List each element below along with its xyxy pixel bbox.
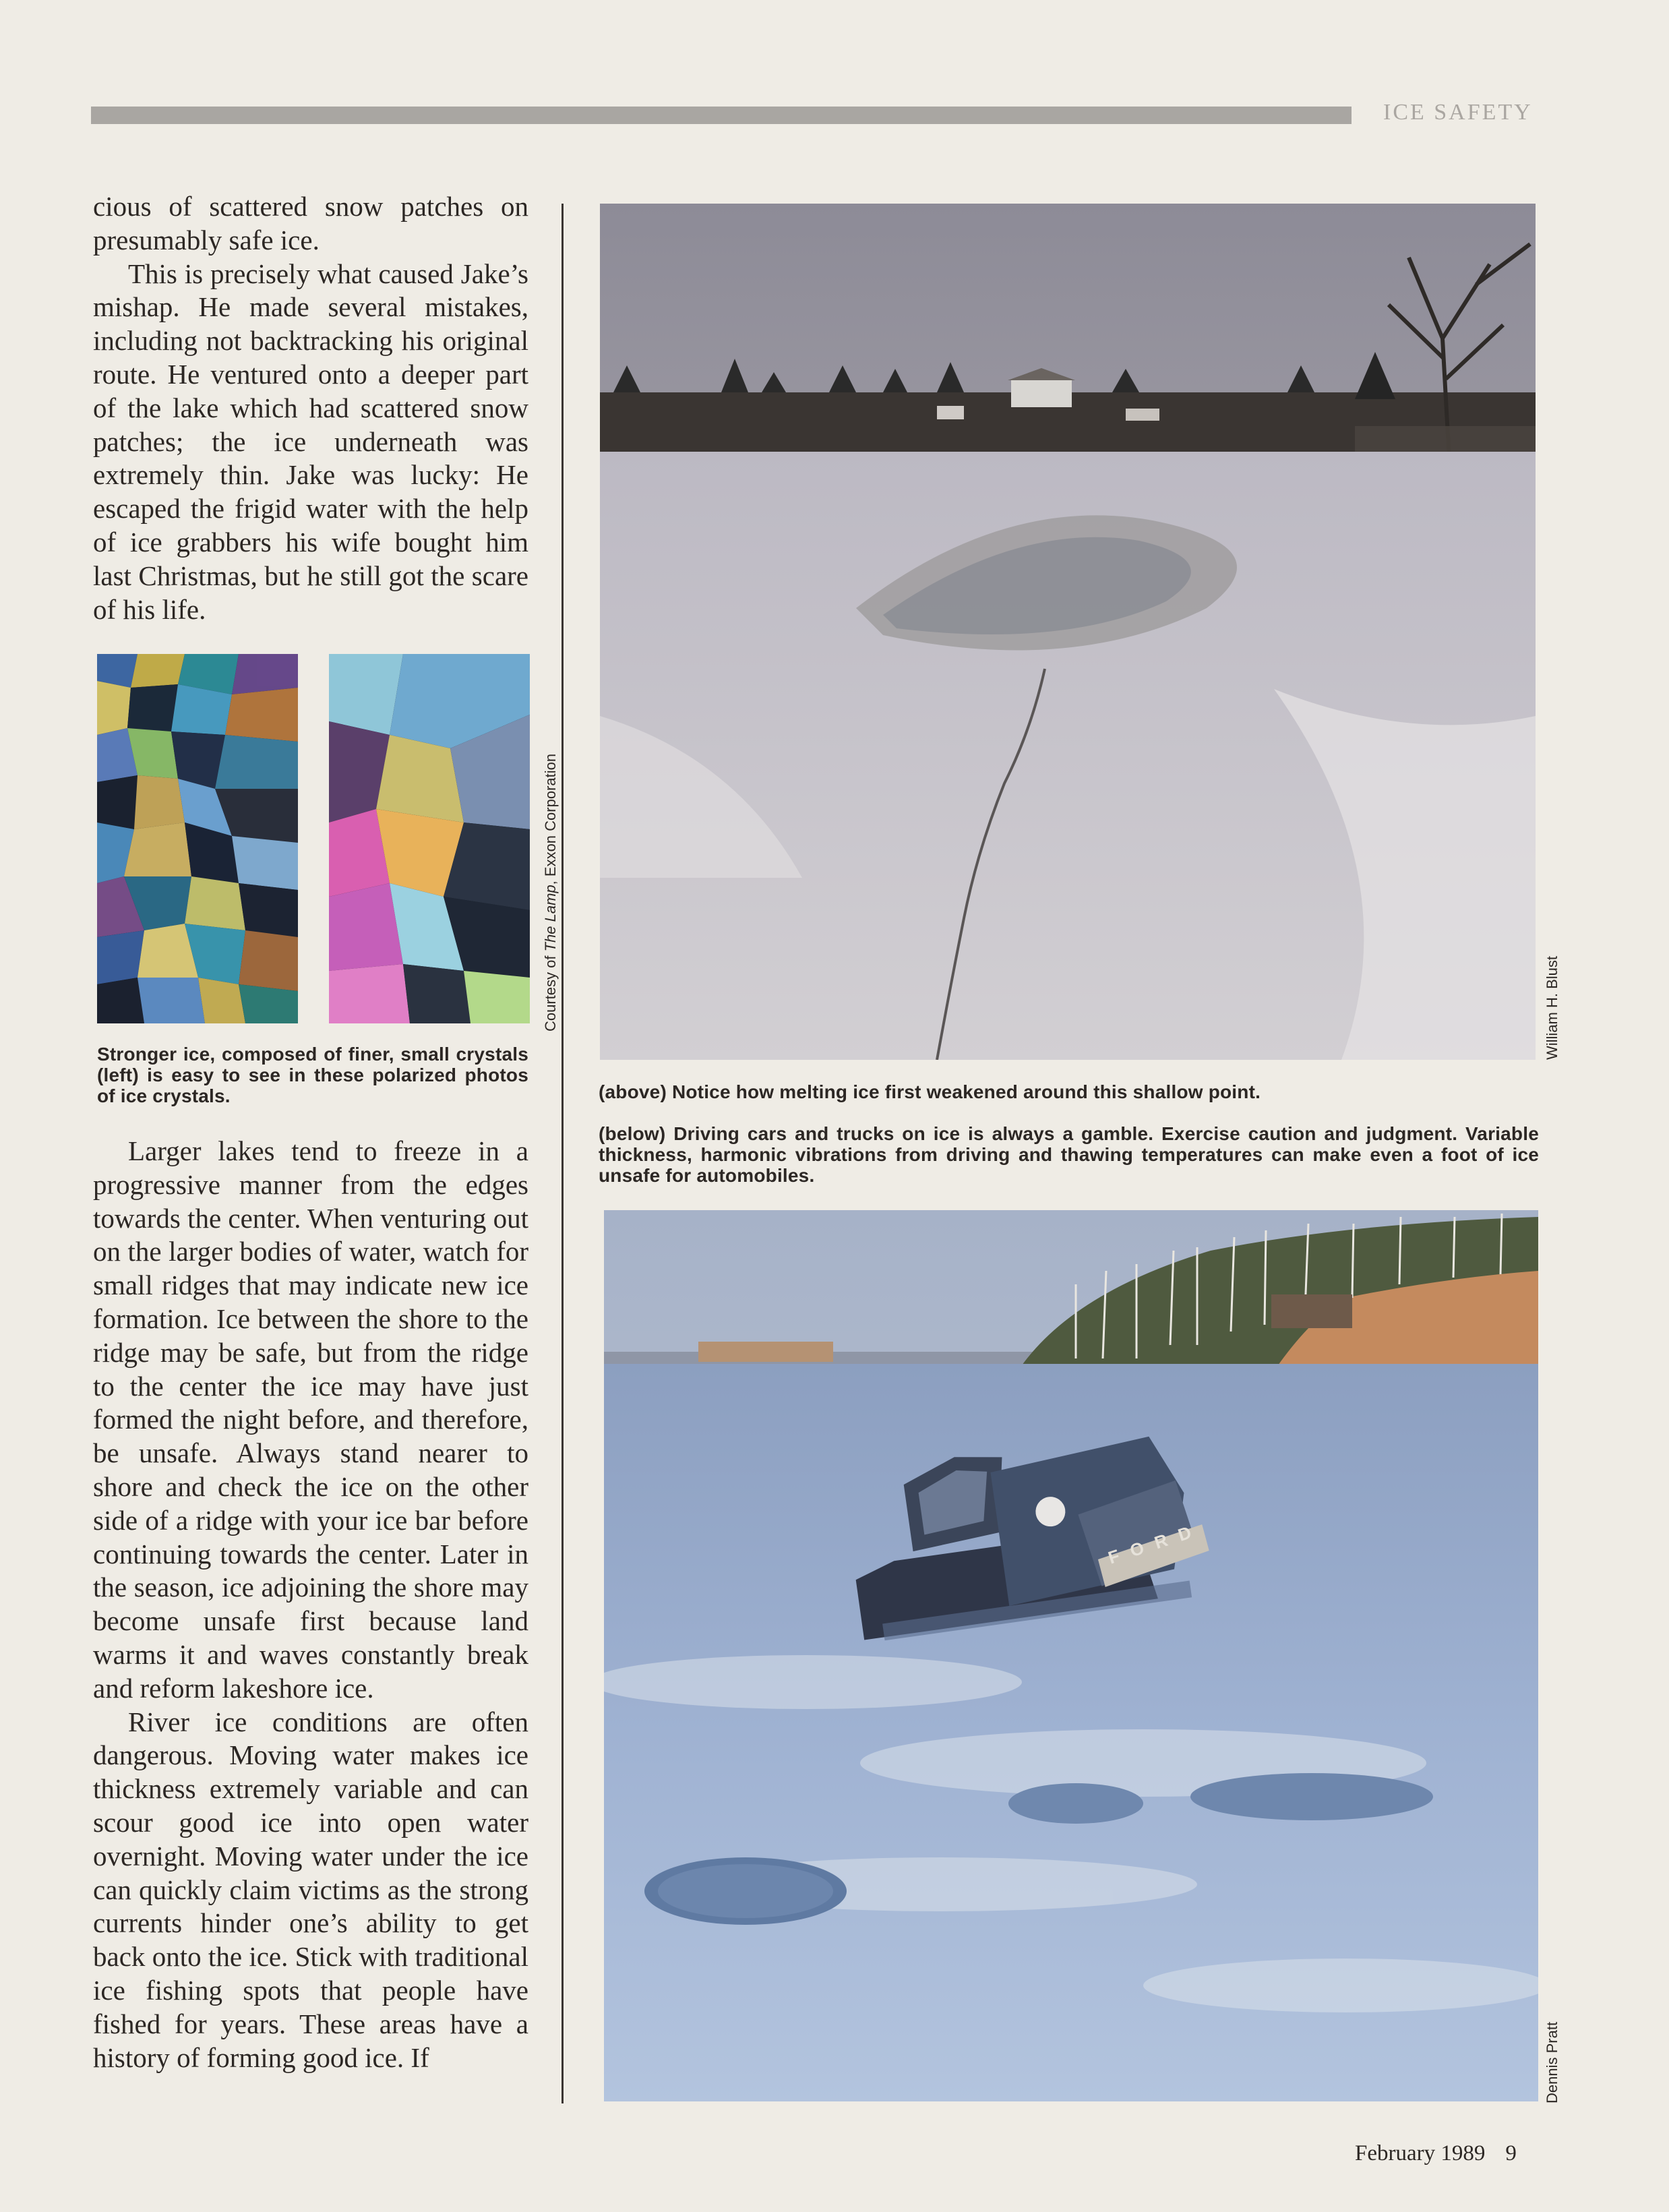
coarse-ice-crystals-photo — [329, 654, 530, 1023]
credit-prefix: Courtesy of — [542, 951, 559, 1032]
crystal-photo-credit — [542, 754, 559, 1032]
ice-crystal-figure — [97, 654, 559, 1032]
issue-date: February 1989 — [1355, 2141, 1486, 2165]
paragraph: Larger lakes tend to freeze in a progressive manner from the edges towards the center. When venturing out on the larger bodies of water, watch for small ridges that may indicate new ice formation. Ice between the shore to the ridge may be safe, but from the ridge to the center the ice may have just formed the night before, and therefore, be unsafe. Always stand nearer to shore and check the ice on the other side of a ridge with your ice bar before continuing towards the center. Later in the season, ice adjoining the shore may become unsafe first because land warms it and waves constantly break and reform lakeshore ice. — [93, 1135, 528, 1704]
top-photo-caption: (above) Notice how melting ice first weakened around this shallow point. — [599, 1081, 1261, 1102]
left-column-top — [93, 190, 528, 626]
paragraph: cious of scattered snow patches on presumably safe ice. — [93, 191, 528, 256]
page-footer — [1355, 2141, 1517, 2166]
credit-title: The Lamp — [542, 885, 559, 952]
paragraph: River ice conditions are often dangerous. Moving water makes ice thickness extremely variable and can scour good ice into open water overnight. Moving water under the ice can quickly claim victims as the strong currents hinder one’s ability to get back onto the ice. Stick with traditional ice fishing spots that people have fished for years. These areas have a history of forming good ice. If — [93, 1706, 528, 2073]
truck-tailgate-lettering: FORD — [1105, 1518, 1206, 1568]
fine-ice-crystals-photo — [97, 654, 298, 1023]
credit-suffix: , Exxon Corporation — [542, 753, 559, 885]
sunken-truck-photo — [604, 1210, 1538, 2101]
section-label: ICE SAFETY — [1383, 100, 1533, 125]
crystal-caption: Stronger ice, composed of finer, small crystals (left) is easy to see in these polarized photos of ice crystals. — [97, 1044, 528, 1106]
bottom-photo-credit: Dennis Pratt — [1544, 2021, 1560, 2103]
page-number: 9 — [1505, 2141, 1517, 2165]
melting-ice-photo — [600, 204, 1536, 1060]
bottom-photo-caption: (below) Driving cars and trucks on ice is always a gamble. Exercise caution and judgment. Variable thickness, harmonic vibrations from driving and thawing temperatures can make even a foot of ice unsafe for automobiles. — [599, 1123, 1539, 1186]
column-divider — [562, 204, 564, 2103]
top-photo-credit: William H. Blust — [1544, 955, 1560, 1060]
header-rule — [91, 107, 1352, 124]
paragraph: This is precisely what caused Jake’s mishap. He made several mistakes, including not backtracking his original route. He ventured onto a deeper part of the lake which had scattered snow patches; the ice underneath was extremely thin. Jake was lucky: He escaped the frigid water with the help of ice grabbers his wife bought him last Christmas, but he still got the scare of his life. — [93, 258, 528, 625]
left-column-bottom — [93, 1135, 528, 2074]
